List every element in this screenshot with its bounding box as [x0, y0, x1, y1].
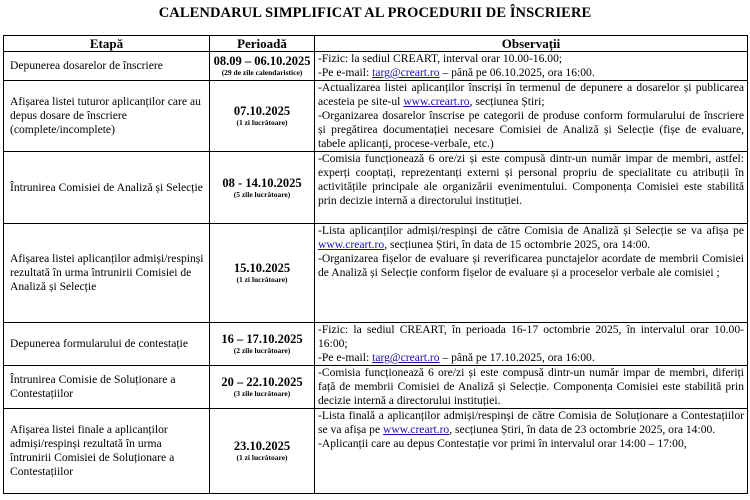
website-link[interactable]: www.creart.ro — [318, 238, 385, 251]
period-dates: 15.10.2025 — [233, 261, 291, 275]
table-row — [4, 81, 748, 152]
observation-line — [318, 351, 744, 365]
observatii-cell — [315, 224, 748, 323]
observation-text: -Fizic: la sediul CREART, interval orar 10.00-16.00; — [318, 52, 563, 65]
observation-text: , secțiunea Știri; — [469, 95, 545, 108]
page-title: CALENDARUL SIMPLIFICAT AL PROCEDURII DE ÎNSCRIERE — [158, 5, 592, 21]
observatii-cell — [315, 152, 748, 224]
email-link[interactable]: targ@creart.ro — [372, 66, 440, 79]
observation-text: -Pe e-mail: — [318, 351, 373, 364]
observation-text: -Organizarea fișelor de evaluare și reverificarea punctajelor acordate de membrii Comisiei de Analiză și Selecție conform fișelor de evaluare și a proceselor verbale ale comisiei ; — [318, 252, 744, 279]
period-dates: 23.10.2025 — [233, 439, 291, 453]
period-duration-note: (3 zile lucrătoare) — [233, 389, 291, 398]
table-row — [4, 366, 748, 409]
period-dates: 08.09 – 06.10.2025 — [213, 54, 311, 68]
etapa-cell: Întrunirea Comisie de Soluționare a Contestațiilor — [4, 366, 210, 409]
etapa-cell: Afișarea listei tuturor aplicanților care au depus dosare de înscriere (complete/incomplete) — [4, 81, 210, 152]
observation-line — [318, 109, 744, 151]
observation-line — [318, 152, 744, 208]
website-link[interactable]: www.creart.ro — [383, 423, 450, 436]
etapa-cell: Afișarea listei finale a aplicanților admiși/respinși rezultată în urma întrunirii Comisiei de Soluționare a Contestațiilor — [4, 409, 210, 494]
table-body — [4, 52, 748, 494]
observatii-cell — [315, 409, 748, 494]
observatii-cell — [315, 52, 748, 81]
table-row — [4, 323, 748, 366]
observation-text: -Comisia funcționează 6 ore/zi și este compusă dintr-un număr impar de membri, diferiți față de membrii Comisiei de Analiză și Selecție. Componența Comisiei este stabilită prin decizie internă a directorului instituției. — [318, 366, 744, 407]
observation-line — [318, 52, 744, 66]
observation-line — [318, 224, 744, 252]
period-duration-note: (1 zi lucrătoare) — [236, 453, 288, 462]
observation-line — [318, 81, 744, 109]
observatii-cell — [315, 366, 748, 409]
column-header-observatii: Observații — [315, 36, 748, 52]
perioada-cell — [210, 224, 315, 323]
etapa-cell: Depunerea dosarelor de înscriere — [4, 52, 210, 81]
period-duration-note: (1 zi lucrătoare) — [236, 118, 288, 127]
column-header-perioada: Perioadă — [210, 36, 315, 52]
perioada-cell — [210, 409, 315, 494]
website-link[interactable]: www.creart.ro — [403, 95, 470, 108]
period-dates: 08 - 14.10.2025 — [222, 175, 302, 190]
period-dates: 07.10.2025 — [233, 104, 291, 118]
column-header-etapa: Etapă — [4, 36, 210, 52]
table-row — [4, 409, 748, 494]
etapa-cell: Întrunirea Comisiei de Analiză și Selecție — [4, 152, 210, 224]
observation-text: -Lista finală a aplicanților admiși/respinși de către Comisia de Soluționare a Contestațiilor se va afișa pe — [318, 409, 744, 436]
observation-text: – până pe 06.10.2025, ora 16:00. — [439, 66, 595, 79]
period-dates: 20 – 22.10.2025 — [221, 375, 303, 389]
observation-line — [318, 323, 744, 351]
period-duration-note: (5 zile lucrătoare) — [233, 189, 291, 199]
observation-text: – până pe 17.10.2025, ora 16:00. — [439, 351, 595, 364]
observation-text: -Fizic: la sediul CREART, în perioada 16-17 octombrie 2025, în intervalul orar 10.00-16:00; — [318, 323, 744, 350]
table-row — [4, 224, 748, 323]
calendar-table — [3, 35, 748, 494]
perioada-cell — [210, 152, 315, 224]
observation-line — [318, 437, 744, 451]
perioada-cell — [210, 81, 315, 152]
observation-text: -Actualizarea listei aplicanților înscriși în termenul de depunere a dosarelor și publicarea acesteia pe site-ul — [318, 81, 744, 108]
observation-text: , secțiunea Știri, în data de 23 octombrie 2025, ora 14:00. — [449, 423, 716, 436]
period-duration-note: (1 zi lucrătoare) — [236, 275, 288, 284]
observation-line — [318, 409, 744, 437]
table-header-row — [4, 36, 748, 52]
observatii-cell — [315, 81, 748, 152]
table-row — [4, 52, 748, 81]
observation-text: , secțiunea Știri, în data de 15 octombrie 2025, ora 14:00. — [384, 238, 651, 251]
etapa-cell: Depunerea formularului de contestație — [4, 323, 210, 366]
table-row — [4, 152, 748, 224]
period-duration-note: (2 zile lucrătoare) — [233, 346, 291, 355]
observation-text: -Organizarea dosarelor înscrise pe categorii de produse conform formularului de înscriere și pregătirea documentației necesare Comisiei de Analiză și Selecție (fișe de evaluare, tabele aplicanți, procese-verbale, etc.) — [318, 109, 744, 150]
perioada-cell — [210, 52, 315, 81]
observation-text: -Comisia funcționează 6 ore/zi și este compusă dintr-un număr impar de membri, astfel: experți cooptați, reprezentanți externi și personal propriu de specialitate cu atribuții în activitățile principale ale organizării evenimentului. Componența Comisiei este stabilită prin decizie internă a directorului instituției. — [318, 152, 744, 207]
perioada-cell — [210, 366, 315, 409]
etapa-cell: Afișarea listei aplicanților admiși/respinși rezultată în urma întrunirii Comisiei de Analiză și Selecție — [4, 224, 210, 323]
period-dates: 16 – 17.10.2025 — [221, 332, 303, 346]
observation-text: -Aplicanții care au depus Contestație vor primi în intervalul orar 14:00 – 17:00, — [318, 437, 687, 450]
observation-text: -Pe e-mail: — [318, 66, 373, 79]
perioada-cell — [210, 323, 315, 366]
email-link[interactable]: targ@creart.ro — [372, 351, 440, 364]
period-duration-note: (29 de zile calendaristice) — [221, 68, 303, 77]
observation-line — [318, 252, 744, 280]
observation-text: -Lista aplicanților admiși/respinși de către Comisia de Analiză și Selecție se va afișa pe — [318, 224, 744, 237]
observatii-cell — [315, 323, 748, 366]
observation-line — [318, 366, 744, 408]
observation-line — [318, 66, 744, 80]
